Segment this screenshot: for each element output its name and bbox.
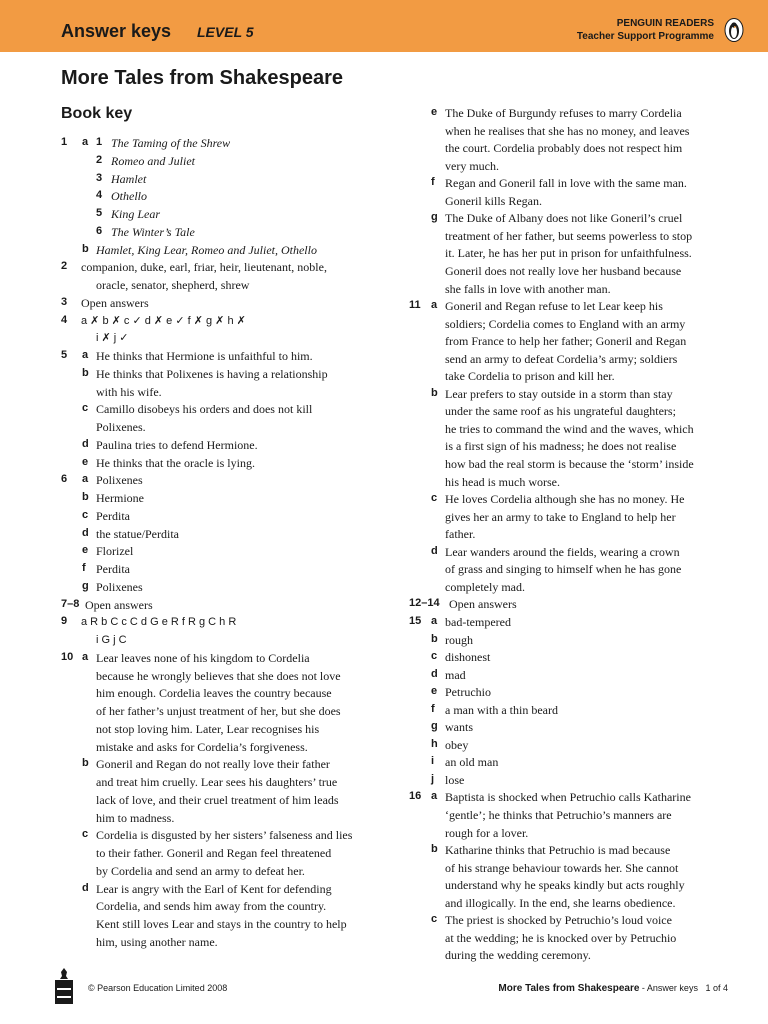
answer-text: a ✗ b ✗ c ✓ d ✗ e ✓ f ✗ g ✗ h ✗: [81, 314, 246, 327]
answer-letter: a: [431, 790, 438, 803]
answer-letter: g: [82, 579, 89, 592]
sub-item-number: 6: [96, 224, 103, 237]
sub-item-number: 5: [96, 207, 103, 219]
answer-text: under the same roof as his ungrateful daughters;: [445, 404, 676, 419]
answer-text: take Cordelia to prison and kill her.: [445, 369, 615, 384]
answer-text: not stop loving him. Later, Lear recognises his: [96, 721, 320, 736]
answer-letter: b: [82, 366, 89, 379]
brand-line-2: Teacher Support Programme: [576, 31, 714, 42]
answer-text: Katharine thinks that Petruchio is mad because: [445, 843, 671, 858]
answer-letter: h: [431, 737, 438, 750]
answer-text: oracle, senator, shepherd, shrew: [96, 278, 250, 292]
page-header: [0, 0, 768, 52]
answer-text: Lear is angry with the Earl of Kent for defending: [96, 881, 332, 896]
answer-text: mistake and asks for Cordelia’s forgiveness.: [96, 739, 308, 754]
answer-text: Cordelia is disgusted by her sisters’ falseness and lies: [96, 828, 353, 843]
answer-text: Kent still loves Lear and stays in the country to help: [96, 917, 347, 931]
sub-item-number: 4: [96, 189, 103, 202]
answer-text: treatment of her father, but seems powerless to stop: [445, 228, 693, 243]
document-title: More Tales from Shakespeare: [61, 67, 343, 89]
answer-text: Perdita: [96, 562, 130, 576]
sub-item-number: 1: [96, 136, 103, 148]
answer-letter: j: [431, 772, 435, 785]
question-number: 6: [61, 473, 68, 486]
answer-letter: d: [431, 667, 438, 680]
answer-text: The Winter’s Tale: [111, 224, 195, 239]
sub-item-number: 3: [96, 171, 103, 184]
answer-text: soldiers; Cordelia comes to England with an army: [445, 316, 686, 331]
answer-text: him to madness.: [96, 810, 175, 825]
answer-text: dishonest: [445, 650, 491, 665]
answer-letter: c: [431, 492, 438, 505]
answer-letter: c: [82, 508, 89, 521]
answer-text: He thinks that Polixenes is having a relationship: [96, 366, 328, 381]
answer-text: to their father. Goneril and Regan feel threatened: [96, 846, 332, 860]
answer-letter: d: [431, 544, 438, 557]
answer-text: King Lear: [111, 207, 161, 221]
answer-letter: d: [82, 437, 89, 450]
answer-text: he tries to command the wind and the waves, which: [445, 421, 694, 436]
answer-text: send an army to defeat Cordelia’s army; soldiers: [445, 351, 678, 366]
answer-text: very much.: [445, 158, 499, 173]
answer-text: i G j C: [96, 634, 127, 646]
answer-text: Open answers: [81, 295, 149, 310]
answer-text: Perdita: [96, 508, 130, 523]
answer-text: Paulina tries to defend Hermione.: [96, 437, 258, 452]
answer-text: The Duke of Albany does not like Goneril’s cruel: [445, 211, 683, 226]
answer-text: his head is much worse.: [445, 474, 560, 489]
answer-text: wants: [445, 720, 473, 735]
answer-text: lack of love, and their cruel treatment of him leads: [96, 792, 339, 807]
answer-text: by Cordelia and send an army to defeat her.: [96, 863, 305, 878]
question-number: 9: [61, 615, 68, 628]
answer-text: of his strange behaviour towards her. She cannot: [445, 860, 679, 875]
answer-text: Hermione: [96, 491, 144, 505]
answer-text: a R b C c C d G e R f R g C h R: [81, 616, 237, 629]
answer-letter: g: [431, 720, 438, 733]
answer-text: Goneril does not really love her husband because: [445, 263, 682, 278]
answer-text: Othello: [111, 189, 147, 204]
brand-line-1: PENGUIN READERS: [616, 18, 714, 29]
answer-text: He thinks that the oracle is lying.: [96, 455, 255, 470]
answer-text: Goneril and Regan refuse to let Lear keep his: [445, 299, 663, 314]
question-number: 12–14: [409, 597, 440, 610]
answer-text: obey: [445, 737, 469, 752]
answer-letter: a: [82, 136, 89, 148]
answer-text: Lear prefers to stay outside in a storm than stay: [445, 386, 673, 401]
answer-text: and treat him cruelly. Lear sees his daughters’ true: [96, 775, 338, 789]
answer-text: He loves Cordelia although she has no money. He: [445, 492, 685, 507]
sub-item-number: 2: [96, 153, 103, 166]
answer-text: companion, duke, earl, friar, heir, lieutenant, noble,: [81, 260, 327, 275]
answer-text: during the wedding ceremony.: [445, 948, 591, 963]
answer-letter: a: [431, 614, 438, 627]
answer-letter: b: [82, 242, 89, 255]
question-number: 2: [61, 260, 68, 273]
answer-text: ‘gentle’; he thinks that Petruchio’s manners are: [445, 808, 672, 822]
answer-text: and illogically. In the end, she learns obedience.: [445, 895, 676, 910]
answer-text: Goneril and Regan do not really love their father: [96, 757, 330, 772]
answer-text: Lear wanders around the fields, wearing a crown: [445, 544, 680, 559]
question-number: 4: [61, 313, 68, 326]
answer-text: completely mad.: [445, 579, 525, 594]
answer-text: a man with a thin beard: [445, 702, 558, 717]
answer-text: The priest is shocked by Petruchio’s loud voice: [445, 913, 672, 928]
answer-letter: b: [431, 843, 438, 856]
answer-text: Regan and Goneril fall in love with the same man.: [445, 176, 687, 191]
answer-text: she falls in love with another man.: [445, 281, 611, 296]
answer-text: rough for a lover.: [445, 825, 529, 840]
header-level: LEVEL 5: [197, 24, 254, 40]
answer-letter: b: [431, 632, 438, 645]
answer-text: Lear leaves none of his kingdom to Cordelia: [96, 650, 310, 665]
answer-text: with his wife.: [96, 384, 162, 399]
pearson-longman-logo-icon: [52, 966, 76, 1006]
answer-text: Goneril kills Regan.: [445, 193, 542, 208]
answer-text: because he wrongly believes that she does not love: [96, 668, 341, 683]
answer-text: him enough. Cordelia leaves the country because: [96, 686, 332, 701]
question-number: 1: [61, 136, 68, 148]
answer-text: is a first sign of his madness; he does not realise: [445, 439, 677, 454]
answer-text: lose: [445, 772, 465, 787]
answer-text: mad: [445, 667, 466, 682]
answer-letter: f: [82, 562, 86, 574]
answer-letter: a: [82, 349, 89, 361]
answer-text: Polixenes.: [96, 420, 146, 434]
answer-letter: d: [82, 881, 89, 894]
answer-text: an old man: [445, 755, 499, 770]
answer-letter: e: [82, 544, 89, 557]
question-number: 15: [409, 614, 422, 627]
question-number: 10: [61, 650, 74, 663]
answer-text: Open answers: [449, 597, 517, 612]
answer-text: Petruchio: [445, 685, 491, 700]
answer-letter: b: [82, 491, 89, 503]
answer-letter: f: [431, 702, 435, 715]
answer-text: the statue/Perdita: [96, 526, 179, 541]
answer-text: how bad the real storm is because the ‘storm’ inside: [445, 457, 694, 471]
answer-text: Baptista is shocked when Petruchio calls Katharine: [445, 790, 691, 805]
answer-text: of grass and singing to himself when he has gone: [445, 562, 682, 577]
answer-text: father.: [445, 527, 476, 542]
answer-text: gives her an army to take to England to help her: [445, 509, 676, 524]
answer-letter: e: [431, 106, 438, 118]
answer-text: Hamlet, King Lear, Romeo and Juliet, Othello: [96, 242, 317, 257]
answer-text: it. Later, he has her put in prison for unfaithfulness.: [445, 246, 692, 261]
question-number: 11: [409, 299, 421, 312]
answer-text: the court. Cordelia probably does not respect him: [445, 141, 683, 156]
answer-text: him, using another name.: [96, 934, 218, 949]
answer-text: Florizel: [96, 544, 134, 559]
answer-text: i ✗ j ✓: [96, 332, 129, 345]
answer-letter: d: [82, 526, 89, 539]
answer-letter: c: [431, 650, 438, 663]
answer-text: rough: [445, 632, 473, 647]
answer-text: at the wedding; he is knocked over by Petruchio: [445, 930, 677, 945]
answer-text: Hamlet: [111, 171, 147, 186]
answer-letter: a: [82, 473, 89, 486]
answer-letter: b: [82, 757, 89, 770]
question-number: 3: [61, 295, 68, 308]
answer-text: when he realises that she has no money, and leaves: [445, 123, 690, 138]
answer-text: The Duke of Burgundy refuses to marry Cordelia: [445, 106, 682, 120]
answer-letter: i: [431, 755, 435, 768]
answer-text: Polixenes: [96, 579, 143, 594]
answer-text: Polixenes: [96, 473, 143, 488]
answer-text: understand why he speaks kindly but acts roughly: [445, 878, 685, 893]
answer-text: Cordelia, and sends him away from the country.: [96, 899, 327, 914]
footer-page-number: 1 of 4: [705, 983, 728, 993]
answer-letter: g: [431, 211, 438, 224]
question-number: 7–8: [61, 597, 80, 610]
footer-copyright: © Pearson Education Limited 2008: [88, 983, 228, 993]
question-number: 5: [61, 349, 68, 361]
answer-text: Romeo and Juliet: [111, 153, 195, 168]
footer-page-info: [498, 983, 728, 994]
answer-text: of her father’s unjust treatment of her, but she does: [96, 704, 341, 718]
answer-text: bad-tempered: [445, 614, 511, 629]
penguin-logo-icon: [724, 18, 744, 42]
answer-text: The Taming of the Shrew: [111, 136, 231, 150]
answer-letter: a: [82, 650, 89, 663]
answer-text: Camillo disobeys his orders and does not kill: [96, 402, 313, 417]
answer-letter: c: [431, 913, 438, 926]
footer-suffix: - Answer keys: [639, 983, 698, 993]
answer-text: Open answers: [85, 597, 153, 612]
answer-text: He thinks that Hermione is unfaithful to him.: [96, 349, 313, 363]
answer-letter: e: [82, 455, 89, 468]
answer-text: from France to help her father; Goneril and Regan: [445, 334, 687, 349]
footer-book-title: More Tales from Shakespeare: [498, 983, 640, 994]
answer-letter: c: [82, 402, 89, 415]
answer-letter: c: [82, 828, 89, 841]
header-title: Answer keys: [61, 21, 172, 41]
answer-letter: a: [431, 299, 438, 312]
answer-letter: f: [431, 176, 435, 189]
answer-letter: b: [431, 386, 438, 399]
section-title: Book key: [61, 105, 133, 122]
question-number: 16: [409, 790, 422, 803]
answer-letter: e: [431, 685, 438, 698]
